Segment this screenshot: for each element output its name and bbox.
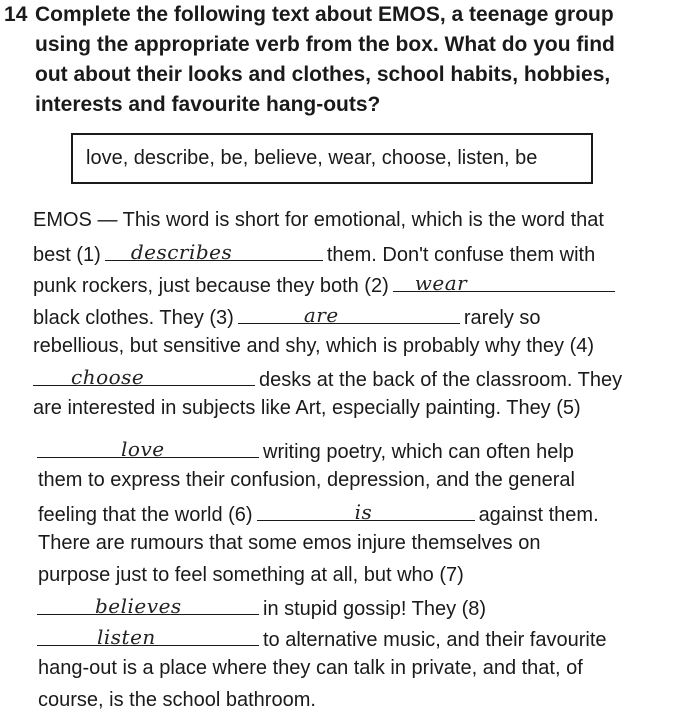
answer-3: are [303,303,339,327]
question-line-1: Complete the following text about EMOS, a teenage group [35,3,614,26]
answer-5: love [121,437,165,461]
question-line-3: out about their looks and clothes, school habits, hobbies, [35,63,611,86]
text-segment: purpose just to feel something at all, but who (7) [38,564,464,586]
text-line-9 [38,468,575,492]
text-line-14 [33,625,607,652]
text-line-4 [33,303,541,330]
text-line-12 [38,563,464,587]
text-segment: punk rockers, just because they both (2) [33,275,389,297]
text-segment: best (1) [33,244,101,266]
text-line-7 [33,396,581,420]
answer-blank-7[interactable] [37,594,259,618]
answer-4: choose [71,365,145,389]
text-line-15 [38,656,583,680]
text-segment: writing poetry, which can often help [263,441,574,463]
answer-blank-8[interactable] [37,625,259,649]
text-segment: rarely so [463,307,541,329]
text-line-8 [33,437,574,464]
text-line-6 [29,365,622,392]
text-line-16 [38,688,316,712]
text-line-2 [33,240,595,267]
answer-6: is [354,500,373,524]
text-segment: rebellious, but sensitive and shy, which is probably why they (4) [33,335,595,357]
text-line-3 [33,271,619,298]
text-line-5 [33,334,594,358]
answer-blank-3[interactable] [238,303,460,327]
text-segment: are interested in subjects like Art, especially painting. They (5) [33,397,581,419]
text-segment: to alternative music, and their favourite [263,629,607,651]
text-line-10 [38,500,599,527]
answer-blank-6[interactable] [257,500,475,524]
exercise-number: 14 [4,3,28,26]
text-segment: them to express their confusion, depression, and the general [38,469,575,491]
text-segment: against them. [478,504,599,526]
question-line-4: interests and favourite hang-outs? [35,93,381,116]
text-segment: feeling that the world (6) [38,504,253,526]
answer-blank-5[interactable] [37,437,259,461]
text-segment: hang-out is a place where they can talk in private, and that, of [38,657,583,679]
text-line-1 [33,208,604,232]
answer-blank-2[interactable] [393,271,615,295]
answer-7: believes [95,594,182,618]
answer-blank-1[interactable] [105,240,323,264]
text-segment: in stupid gossip! They (8) [263,598,487,620]
text-segment: them. Don't confuse them with [326,244,596,266]
answer-8: listen [97,625,156,649]
text-line-11 [38,531,540,555]
text-line-13 [33,594,486,621]
text-segment: EMOS — This word is short for emotional, which is the word that [33,209,604,231]
text-segment: desks at the back of the classroom. They [259,369,623,391]
answer-2: wear [414,271,468,295]
text-segment: There are rumours that some emos injure themselves on [38,532,541,554]
word-box [71,133,593,184]
answer-1: describes [130,240,233,264]
text-segment: course, is the school bathroom. [38,689,316,711]
word-box-text: love, describe, be, believe, wear, choose, listen, be [86,147,538,169]
text-segment: black clothes. They (3) [33,307,234,329]
question-line-2: using the appropriate verb from the box. What do you find [35,33,615,56]
answer-blank-4[interactable] [33,365,255,389]
